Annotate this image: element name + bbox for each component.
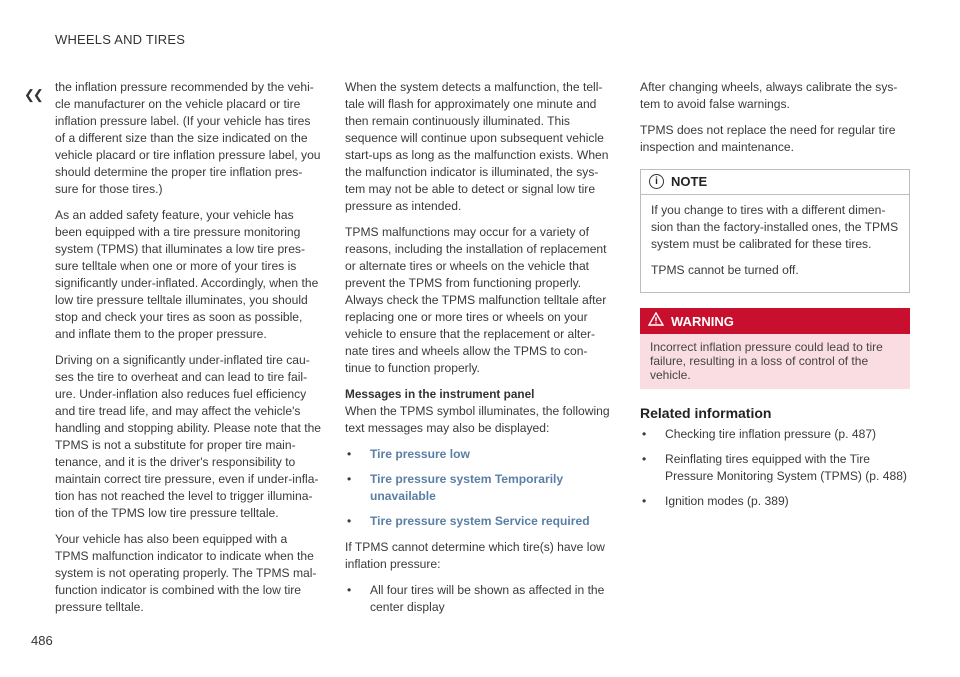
paragraph: If TPMS cannot determine which tire(s) have low inflation pressure: [345, 540, 605, 571]
related-link[interactable] [640, 493, 910, 510]
page-number: 486 [31, 633, 53, 648]
message-text: Tire pressure system Service required [370, 514, 590, 528]
related-link[interactable] [640, 451, 910, 485]
related-link[interactable] [640, 426, 910, 443]
related-link-text[interactable]: Ignition modes (p. 389) [665, 494, 789, 508]
paragraph: the inflation pressure recommended by the vehi-cle manufacturer on the vehicle placard or tire inflation pressure label. (If your vehicle has tires of a different size than the size indicated on the vehicle placard or tire inflation pressure label, you should determine the proper tire inflation pres-sure for those tires.) [55, 80, 321, 196]
column-3 [640, 79, 910, 519]
note-text: TPMS cannot be turned off. [651, 263, 799, 277]
paragraph: Driving on a significantly under-inflated tire cau-ses the tire to overheat and can lead to tire fail-ure. Under-inflation also reduces fuel efficiency and tire tread life, and may affect the vehicle's handling and stopping ability. Please note that the TPMS is not a substitute for proper tire main-tenance, and it is the driver's responsibility to maintain correct tire pressure, even if under-infla-tion has not reached the level to trigger illumina-tion of the TPMS low tire pressure telltale. [55, 353, 322, 520]
warning-box [640, 308, 910, 389]
related-information-heading: Related information [640, 405, 772, 421]
note-title: NOTE [671, 174, 708, 189]
paragraph: Your vehicle has also been equipped with a TPMS malfunction indicator to indicate when the system is not operating properly. The TPMS mal-function indicator is combined with the low tire pressure telltale. [55, 532, 317, 614]
related-link-text[interactable]: Reinflating tires equipped with the Tire Pressure Monitoring System (TPMS) (p. 488) [665, 452, 907, 483]
section-title: WHEELS AND TIRES [55, 32, 186, 47]
column-2 [345, 79, 613, 625]
warning-title: WARNING [671, 313, 734, 329]
paragraph: When the system detects a malfunction, the tell-tale will flash for approximately one minute and then remain continuously illuminated. This sequence will continue upon subsequent vehicle start-ups as long as the malfunction exists. When the malfunction indicator is illuminated, the sys-tem may not be able to detect or signal low tire pressure as intended. [345, 80, 609, 213]
bullet-icon: • [347, 447, 352, 461]
related-list [640, 426, 910, 510]
note-text: If you change to tires with a different dimen-sion than the factory-installed ones, the TPMS system must be calibrated for these tires. [651, 203, 899, 251]
list-item [345, 513, 613, 530]
column-1 [55, 79, 323, 625]
bullet-icon: • [642, 427, 647, 441]
note-header [641, 170, 909, 195]
bullet-icon: • [642, 452, 647, 466]
bullet-icon: • [347, 472, 352, 486]
warning-header [640, 308, 910, 334]
bullet-icon: • [347, 583, 352, 597]
message-list [345, 446, 613, 530]
note-body [641, 195, 909, 292]
bullet-list [345, 582, 613, 616]
warning-triangle-icon [648, 312, 664, 330]
bullet-icon: • [347, 514, 352, 528]
list-item [345, 446, 613, 463]
message-text: Tire pressure low [370, 447, 470, 461]
warning-text: Incorrect inflation pressure could lead to tire failure, resulting in a loss of control of the vehicle. [640, 334, 910, 389]
paragraph: After changing wheels, always calibrate the sys-tem to avoid false warnings. [640, 80, 898, 111]
message-text: Tire pressure system Temporarily unavailable [370, 472, 564, 503]
list-item [345, 471, 613, 505]
back-chevron-icon[interactable]: ❮❮ [24, 87, 42, 102]
subheading-messages: Messages in the instrument panel [345, 387, 535, 401]
related-link-text[interactable]: Checking tire inflation pressure (p. 487) [665, 427, 877, 441]
bullet-text: All four tires will be shown as affected in the center display [370, 583, 605, 614]
paragraph: TPMS malfunctions may occur for a variety of reasons, including the installation of replacement or alternate tires or wheels on the vehicle that prevent the TPMS from functioning properly. Always check the TPMS malfunction telltale after replacing one or more tires or wheels on your vehicle to ensure that the replacement or alter-nate tires and wheels allow the TPMS to con-tinue to function properly. [345, 225, 607, 375]
list-item [345, 582, 613, 616]
paragraph: As an added safety feature, your vehicle has been equipped with a tire pressure monitoring system (TPMS) that illuminates a low tire pres-sure telltale when one or more of your tires is significantly under-inflated. Accordingly, when the low tire pressure telltale illuminates, you should stop and check your tires as soon as possible, and inflate them to the proper pressure. [55, 208, 319, 341]
note-box [640, 169, 910, 293]
bullet-icon: • [642, 494, 647, 508]
info-icon: i [649, 174, 664, 189]
paragraph: TPMS does not replace the need for regular tire inspection and maintenance. [640, 123, 896, 154]
paragraph: When the TPMS symbol illuminates, the following text messages may also be displayed: [345, 404, 610, 435]
